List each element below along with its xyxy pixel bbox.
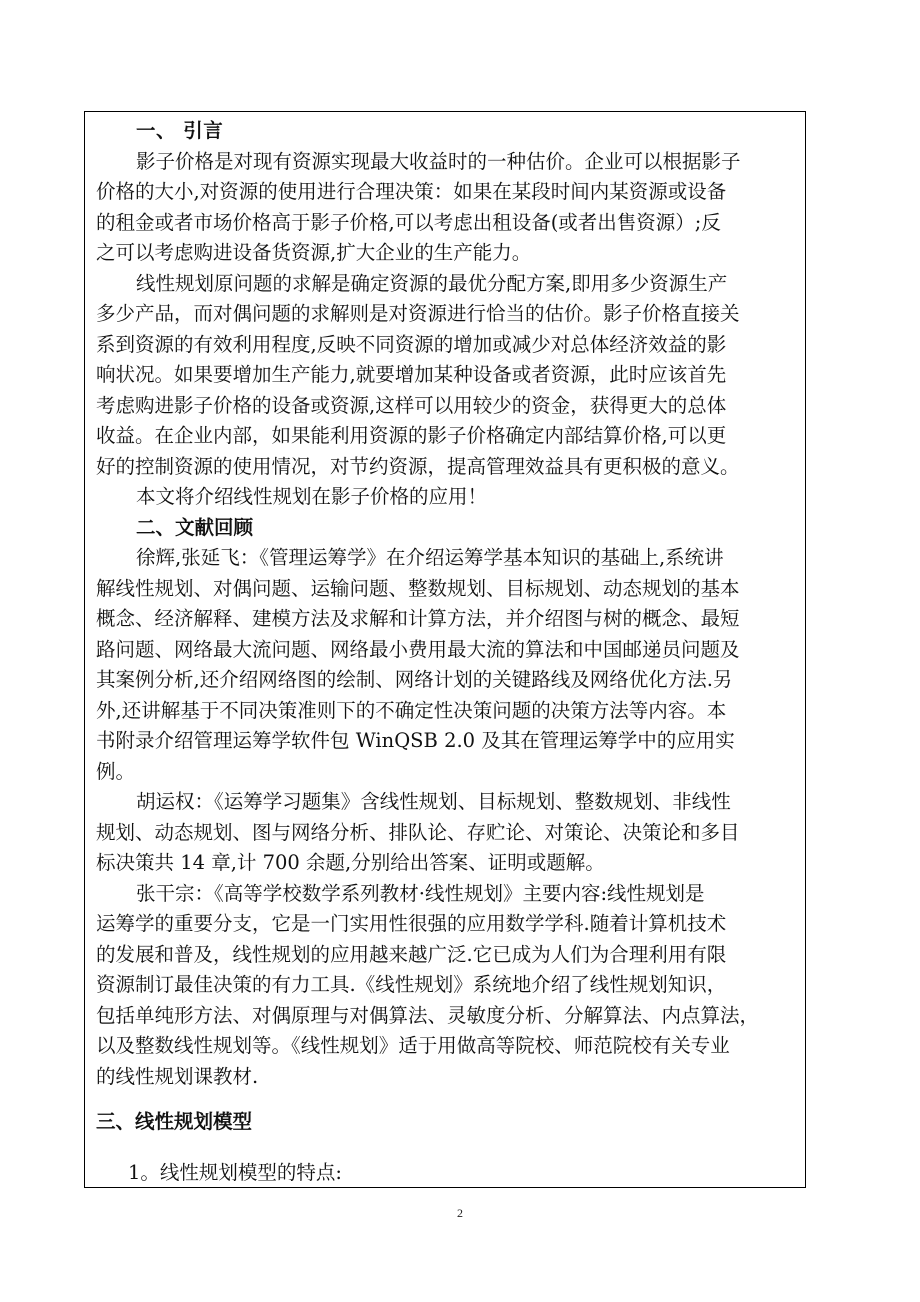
text-line: 书附录介绍管理运筹学软件包 WinQSB 2.0 及其在管理运筹学中的应用实 bbox=[96, 729, 735, 752]
text-line: 外,还讲解基于不同决策准则下的不确定性决策问题的决策方法等内容。本 bbox=[96, 698, 727, 722]
text-line: 解线性规划、对偶问题、运输问题、整数规划、目标规划、动态规划的基本 bbox=[96, 576, 740, 600]
section-heading-introduction: 一、 引言 bbox=[136, 119, 224, 142]
text-line: 之可以考虑购进设备货资源,扩大企业的生产能力。 bbox=[96, 241, 532, 264]
paragraph-review-zhang bbox=[96, 879, 798, 1093]
text-line: 概念、经济解释、建模方法及求解和计算方法，并介绍图与树的概念、最短 bbox=[96, 607, 740, 630]
text-line: 运筹学的重要分支，它是一门实用性很强的应用数学学科.随着计算机技术 bbox=[96, 912, 727, 935]
text-line: 规划、动态规划、图与网络分析、排队论、存贮论、对策论、决策论和多目 bbox=[96, 820, 740, 844]
paragraph-intro-summary: 本文将介绍线性规划在影子价格的应用！ bbox=[136, 485, 488, 508]
paragraph-review-hu bbox=[96, 787, 798, 879]
text-line: 以及整数线性规划等。《线性规划》适于用做高等院校、师范院校有关专业 bbox=[96, 1034, 730, 1057]
text-line: 的线性规划课教材. bbox=[96, 1064, 259, 1088]
subsection-lp-model-features: 1。线性规划模型的特点: bbox=[128, 1161, 342, 1184]
section-heading-literature-review: 二、文献回顾 bbox=[136, 515, 254, 539]
text-line: 线性规划原问题的求解是确定资源的最优分配方案,即用多少资源生产 bbox=[136, 271, 728, 295]
text-line: 资源制订最佳决策的有力工具.《线性规划》系统地介绍了线性规划知识， bbox=[96, 973, 727, 996]
text-line: 多少产品，而对偶问题的求解则是对资源进行恰当的估价。影子价格直接关 bbox=[96, 302, 740, 325]
text-line: 考虑购进影子价格的设备或资源,这样可以用较少的资金，获得更大的总体 bbox=[96, 393, 727, 417]
text-line: 路问题、网络最大流问题、网络最小费用最大流的算法和中国邮递员问题及 bbox=[96, 637, 740, 661]
paragraph-shadow-price bbox=[96, 147, 798, 269]
page-number: 2 bbox=[457, 1206, 463, 1220]
text-line: 胡运权：《运筹学习题集》含线性规划、目标规划、整数规划、非线性 bbox=[136, 790, 731, 813]
text-line: 响状况。如果要增加生产能力,就要增加某种设备或者资源，此时应该首先 bbox=[96, 363, 727, 386]
text-line: 标决策共 14 章,计 700 余题,分别给出答案、证明或题解。 bbox=[96, 851, 605, 874]
paragraph-linear-programming bbox=[96, 269, 798, 483]
text-line: 好的控制资源的使用情况，对节约资源，提高管理效益具有更积极的意义。 bbox=[96, 454, 740, 478]
paragraph-review-xu bbox=[96, 543, 798, 787]
text-line: 影子价格是对现有资源实现最大收益时的一种估价。企业可以根据影子 bbox=[136, 149, 741, 173]
text-line: 收益。在企业内部，如果能利用资源的影子价格确定内部结算价格,可以更 bbox=[96, 424, 727, 447]
text-line: 例。 bbox=[96, 759, 136, 783]
text-line: 张干宗：《高等学校数学系列教材·线性规划》主要内容:线性规划是 bbox=[136, 881, 705, 905]
text-line: 包括单纯形方法、对偶原理与对偶算法、灵敏度分析、分解算法、内点算法， bbox=[96, 1003, 760, 1027]
text-line: 其案例分析,还介绍网络图的绘制、网络计划的关键路线及网络优化方法.另 bbox=[96, 668, 733, 691]
text-line: 的发展和普及，线性规划的应用越来越广泛.它已成为人们为合理利用有限 bbox=[96, 942, 727, 966]
text-line: 价格的大小,对资源的使用进行合理决策：如果在某段时间内某资源或设备 bbox=[96, 180, 727, 203]
text-line: 系到资源的有效利用程度,反映不同资源的增加或减少对总体经济效益的影 bbox=[96, 332, 727, 356]
text-line: 徐辉,张延飞：《管理运筹学》在介绍运筹学基本知识的基础上,系统讲 bbox=[136, 546, 724, 569]
document-body bbox=[96, 116, 798, 1196]
text-line: 的租金或者市场价格高于影子价格,可以考虑出租设备(或者出售资源）;反 bbox=[96, 210, 721, 234]
section-heading-lp-model: 三、线性规划模型 bbox=[96, 1110, 253, 1133]
